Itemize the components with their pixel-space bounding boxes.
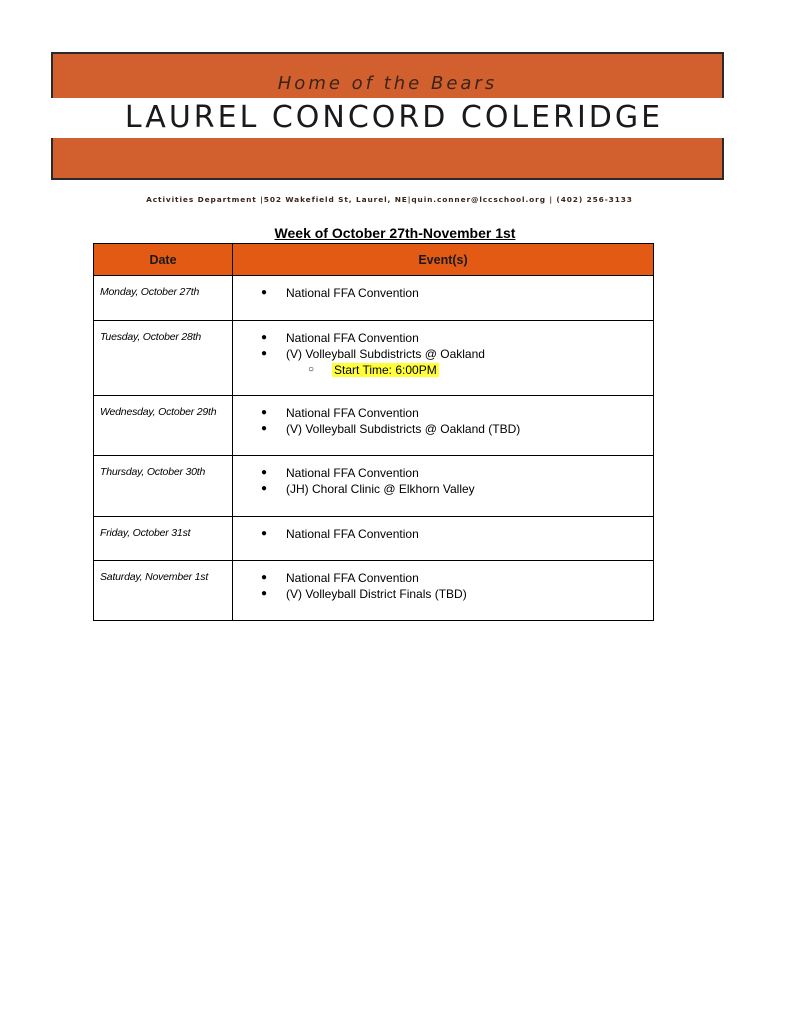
start-time-highlight: Start Time: 6:00PM [334, 363, 437, 377]
school-name: LAUREL CONCORD COLERIDGE [124, 100, 664, 135]
table-row [94, 456, 654, 517]
date-cell: Saturday, November 1st [94, 561, 233, 621]
event-list [261, 330, 653, 378]
event-label: (V) Volleyball Subdistricts @ Oakland (TBD) [286, 422, 521, 436]
list-item [261, 526, 653, 542]
bullet-icon: ● [261, 572, 268, 583]
bullet-icon: ● [261, 348, 268, 359]
bullet-icon: ● [261, 483, 268, 494]
event-label: (JH) Choral Clinic @ Elkhorn Valley [286, 482, 475, 496]
date-cell: Wednesday, October 29th [94, 396, 233, 456]
events-cell [233, 517, 654, 561]
event-list [261, 570, 653, 602]
list-item [261, 570, 653, 586]
table-row [94, 276, 654, 321]
table-row [94, 561, 654, 621]
table-row [94, 321, 654, 396]
event-label: (V) Volleyball District Finals (TBD) [286, 587, 467, 601]
table-row [94, 396, 654, 456]
event-label: (V) Volleyball Subdistricts @ Oakland [286, 347, 485, 361]
bullet-icon: ● [261, 332, 268, 343]
bullet-icon: ● [261, 588, 268, 599]
events-cell [233, 396, 654, 456]
events-cell [233, 456, 654, 517]
event-label: National FFA Convention [286, 466, 419, 480]
banner-tagline: Home of the Bears [277, 73, 498, 94]
bullet-icon: ● [261, 423, 268, 434]
event-label: National FFA Convention [286, 406, 419, 420]
table-header-row [94, 244, 654, 276]
date-cell: Tuesday, October 28th [94, 321, 233, 396]
event-list [261, 285, 653, 301]
list-item [261, 421, 653, 437]
event-list [261, 526, 653, 542]
circle-bullet-icon: ○ [308, 364, 315, 375]
schedule-table [93, 243, 654, 621]
events-cell [233, 321, 654, 396]
event-label: National FFA Convention [286, 571, 419, 585]
event-list [261, 405, 653, 437]
bullet-icon: ● [261, 287, 268, 298]
sub-event-list [286, 362, 653, 378]
list-item [261, 330, 653, 346]
list-item [261, 346, 653, 378]
events-cell [233, 276, 654, 321]
list-item [261, 405, 653, 421]
date-cell: Thursday, October 30th [94, 456, 233, 517]
date-cell: Friday, October 31st [94, 517, 233, 561]
event-label: National FFA Convention [286, 331, 419, 345]
events-cell [233, 561, 654, 621]
table-row [94, 517, 654, 561]
list-item [261, 481, 653, 497]
week-title: Week of October 27th-November 1st [274, 225, 516, 241]
event-label: National FFA Convention [286, 527, 419, 541]
list-item [261, 285, 653, 301]
date-column-header: Date [94, 244, 233, 276]
sub-list-item [286, 362, 653, 378]
list-item [261, 465, 653, 481]
event-label: National FFA Convention [286, 286, 419, 300]
date-cell: Monday, October 27th [94, 276, 233, 321]
bullet-icon: ● [261, 467, 268, 478]
events-column-header: Event(s) [233, 244, 654, 276]
bullet-icon: ● [261, 528, 268, 539]
bullet-icon: ● [261, 407, 268, 418]
event-list [261, 465, 653, 497]
banner-contact-info: Activities Department |502 Wakefield St, Laurel, NE|quin.conner@lccschool.org | (402) 256-3133 [146, 195, 633, 204]
list-item [261, 586, 653, 602]
